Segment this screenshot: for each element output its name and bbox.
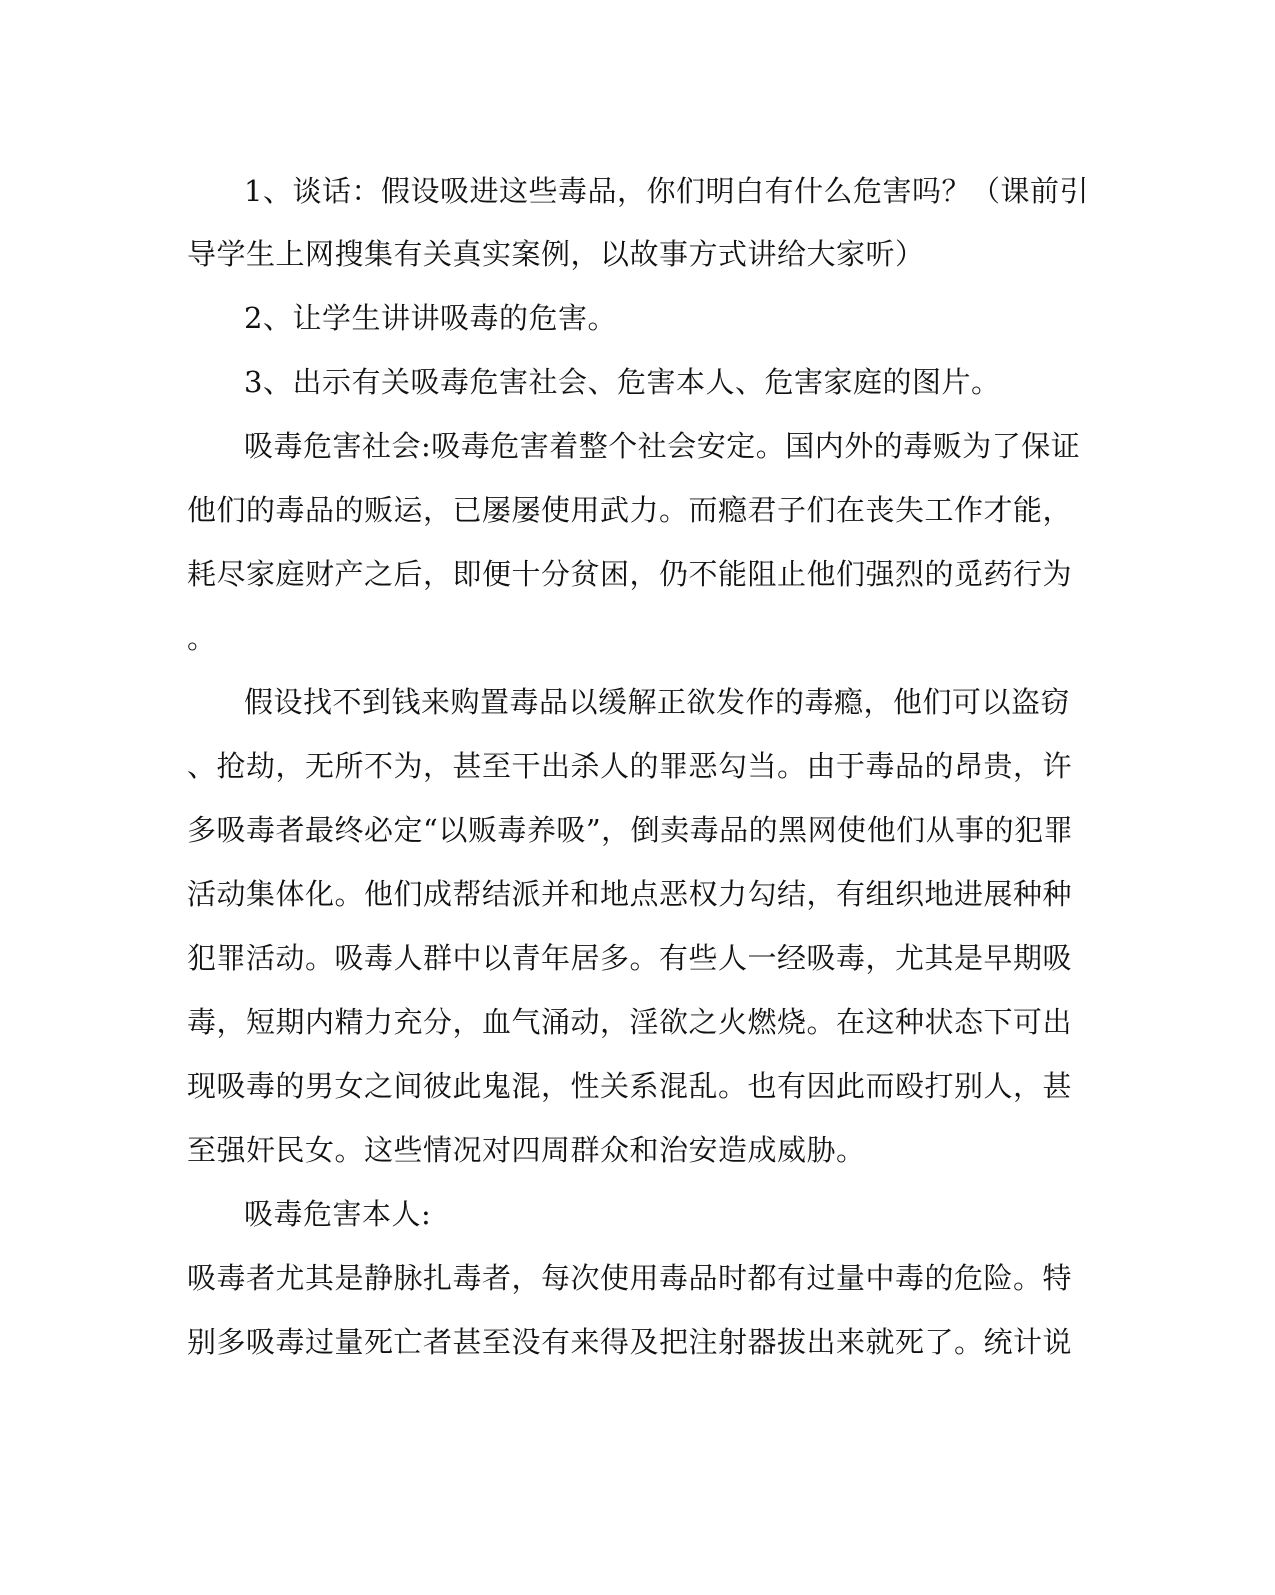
text-line-12: 活动集体化。他们成帮结派并和地点恶权力勾结，有组织地进展种种: [187, 877, 1073, 911]
text-line-6: 他们的毒品的贩运，已屡屡使用武力。而瘾君子们在丧失工作才能，: [187, 493, 1073, 527]
text-line-8: 。: [187, 621, 217, 655]
text-line-5: 吸毒危害社会:吸毒危害着整个社会安定。国内外的毒贩为了保证: [244, 429, 1081, 463]
text-line-17: 吸毒危害本人:: [244, 1197, 432, 1231]
text-line-10: 、抢劫，无所不为，甚至干出杀人的罪恶勾当。由于毒品的昂贵，许: [187, 749, 1073, 783]
text-line-4: 3、出示有关吸毒危害社会、危害本人、危害家庭的图片。: [244, 365, 1001, 399]
text-line-19: 别多吸毒过量死亡者甚至没有来得及把注射器拔出来就死了。统计说: [187, 1325, 1073, 1359]
text-line-13: 犯罪活动。吸毒人群中以青年居多。有些人一经吸毒，尤其是早期吸: [187, 941, 1073, 975]
text-line-11: 多吸毒者最终必定“以贩毒养吸”，倒卖毒品的黑网使他们从事的犯罪: [187, 813, 1074, 847]
text-line-14: 毒，短期内精力充分，血气涌动，淫欲之火燃烧。在这种状态下可出: [187, 1005, 1073, 1039]
text-line-16: 至强奸民女。这些情况对四周群众和治安造成威胁。: [187, 1133, 866, 1167]
text-line-15: 现吸毒的男女之间彼此鬼混，性关系混乱。也有因此而殴打别人，甚: [187, 1069, 1073, 1103]
text-line-1: 1、谈话：假设吸进这些毒品，你们明白有什么危害吗？（课前引: [244, 174, 1089, 208]
text-line-2: 导学生上网搜集有关真实案例，以故事方式讲给大家听）: [187, 237, 925, 271]
text-line-9: 假设找不到钱来购置毒品以缓解正欲发作的毒瘾，他们可以盗窃: [244, 685, 1071, 719]
text-line-3: 2、让学生讲讲吸毒的危害。: [244, 301, 617, 335]
text-line-7: 耗尽家庭财产之后，即便十分贫困，仍不能阻止他们强烈的觅药行为: [187, 557, 1073, 591]
text-line-18: 吸毒者尤其是静脉扎毒者，每次使用毒品时都有过量中毒的危险。特: [187, 1261, 1073, 1295]
